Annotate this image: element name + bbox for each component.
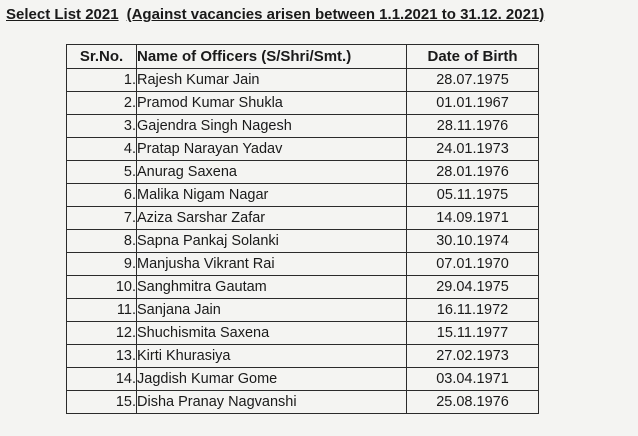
- officer-name-cell: Sanjana Jain: [137, 299, 407, 322]
- officer-name-cell: Shuchismita Saxena: [137, 322, 407, 345]
- date-of-birth-cell: 30.10.1974: [407, 230, 539, 253]
- table-row: [67, 161, 539, 184]
- date-of-birth-cell: 27.02.1973: [407, 345, 539, 368]
- date-of-birth-cell: 14.09.1971: [407, 207, 539, 230]
- table-row: [67, 207, 539, 230]
- serial-number-cell: 5.: [67, 161, 137, 184]
- officer-name-cell: Pramod Kumar Shukla: [137, 92, 407, 115]
- serial-number-cell: 6.: [67, 184, 137, 207]
- date-of-birth-cell: 29.04.1975: [407, 276, 539, 299]
- serial-number-cell: 15.: [67, 391, 137, 414]
- table-row: [67, 230, 539, 253]
- column-header-name: Name of Officers (S/Shri/Smt.): [137, 45, 407, 69]
- table-row: [67, 391, 539, 414]
- table-row: [67, 345, 539, 368]
- serial-number-cell: 11.: [67, 299, 137, 322]
- table-row: [67, 322, 539, 345]
- officer-name-cell: Gajendra Singh Nagesh: [137, 115, 407, 138]
- officer-name-cell: Jagdish Kumar Gome: [137, 368, 407, 391]
- column-header-sr-no: Sr.No.: [67, 45, 137, 69]
- date-of-birth-cell: 03.04.1971: [407, 368, 539, 391]
- table-row: [67, 253, 539, 276]
- serial-number-cell: 1.: [67, 69, 137, 92]
- officer-name-cell: Rajesh Kumar Jain: [137, 69, 407, 92]
- officer-name-cell: Kirti Khurasiya: [137, 345, 407, 368]
- officer-name-cell: Pratap Narayan Yadav: [137, 138, 407, 161]
- officer-name-cell: Sapna Pankaj Solanki: [137, 230, 407, 253]
- date-of-birth-cell: 16.11.1972: [407, 299, 539, 322]
- date-of-birth-cell: 28.11.1976: [407, 115, 539, 138]
- officers-table: [66, 44, 539, 414]
- table-row: [67, 138, 539, 161]
- table-row: [67, 69, 539, 92]
- column-header-dob: Date of Birth: [407, 45, 539, 69]
- date-of-birth-cell: 25.08.1976: [407, 391, 539, 414]
- officer-name-cell: Sanghmitra Gautam: [137, 276, 407, 299]
- table-header-row: [67, 45, 539, 69]
- vacancy-period-subtitle: (Against vacancies arisen between 1.1.2021 to 31.12. 2021): [126, 6, 545, 23]
- serial-number-cell: 10.: [67, 276, 137, 299]
- serial-number-cell: 13.: [67, 345, 137, 368]
- officer-name-cell: Manjusha Vikrant Rai: [137, 253, 407, 276]
- date-of-birth-cell: 28.07.1975: [407, 69, 539, 92]
- serial-number-cell: 4.: [67, 138, 137, 161]
- date-of-birth-cell: 24.01.1973: [407, 138, 539, 161]
- officer-name-cell: Anurag Saxena: [137, 161, 407, 184]
- officer-name-cell: Malika Nigam Nagar: [137, 184, 407, 207]
- serial-number-cell: 9.: [67, 253, 137, 276]
- table-row: [67, 115, 539, 138]
- date-of-birth-cell: 07.01.1970: [407, 253, 539, 276]
- date-of-birth-cell: 05.11.1975: [407, 184, 539, 207]
- serial-number-cell: 2.: [67, 92, 137, 115]
- serial-number-cell: 3.: [67, 115, 137, 138]
- officers-table-body: [67, 69, 539, 414]
- serial-number-cell: 8.: [67, 230, 137, 253]
- officer-name-cell: Aziza Sarshar Zafar: [137, 207, 407, 230]
- serial-number-cell: 12.: [67, 322, 137, 345]
- date-of-birth-cell: 15.11.1977: [407, 322, 539, 345]
- officer-name-cell: Disha Pranay Nagvanshi: [137, 391, 407, 414]
- date-of-birth-cell: 28.01.1976: [407, 161, 539, 184]
- serial-number-cell: 14.: [67, 368, 137, 391]
- page-title: [6, 6, 636, 23]
- table-row: [67, 92, 539, 115]
- table-row: [67, 276, 539, 299]
- table-row: [67, 368, 539, 391]
- date-of-birth-cell: 01.01.1967: [407, 92, 539, 115]
- table-row: [67, 299, 539, 322]
- serial-number-cell: 7.: [67, 207, 137, 230]
- select-list-title: Select List 2021: [6, 6, 119, 23]
- table-row: [67, 184, 539, 207]
